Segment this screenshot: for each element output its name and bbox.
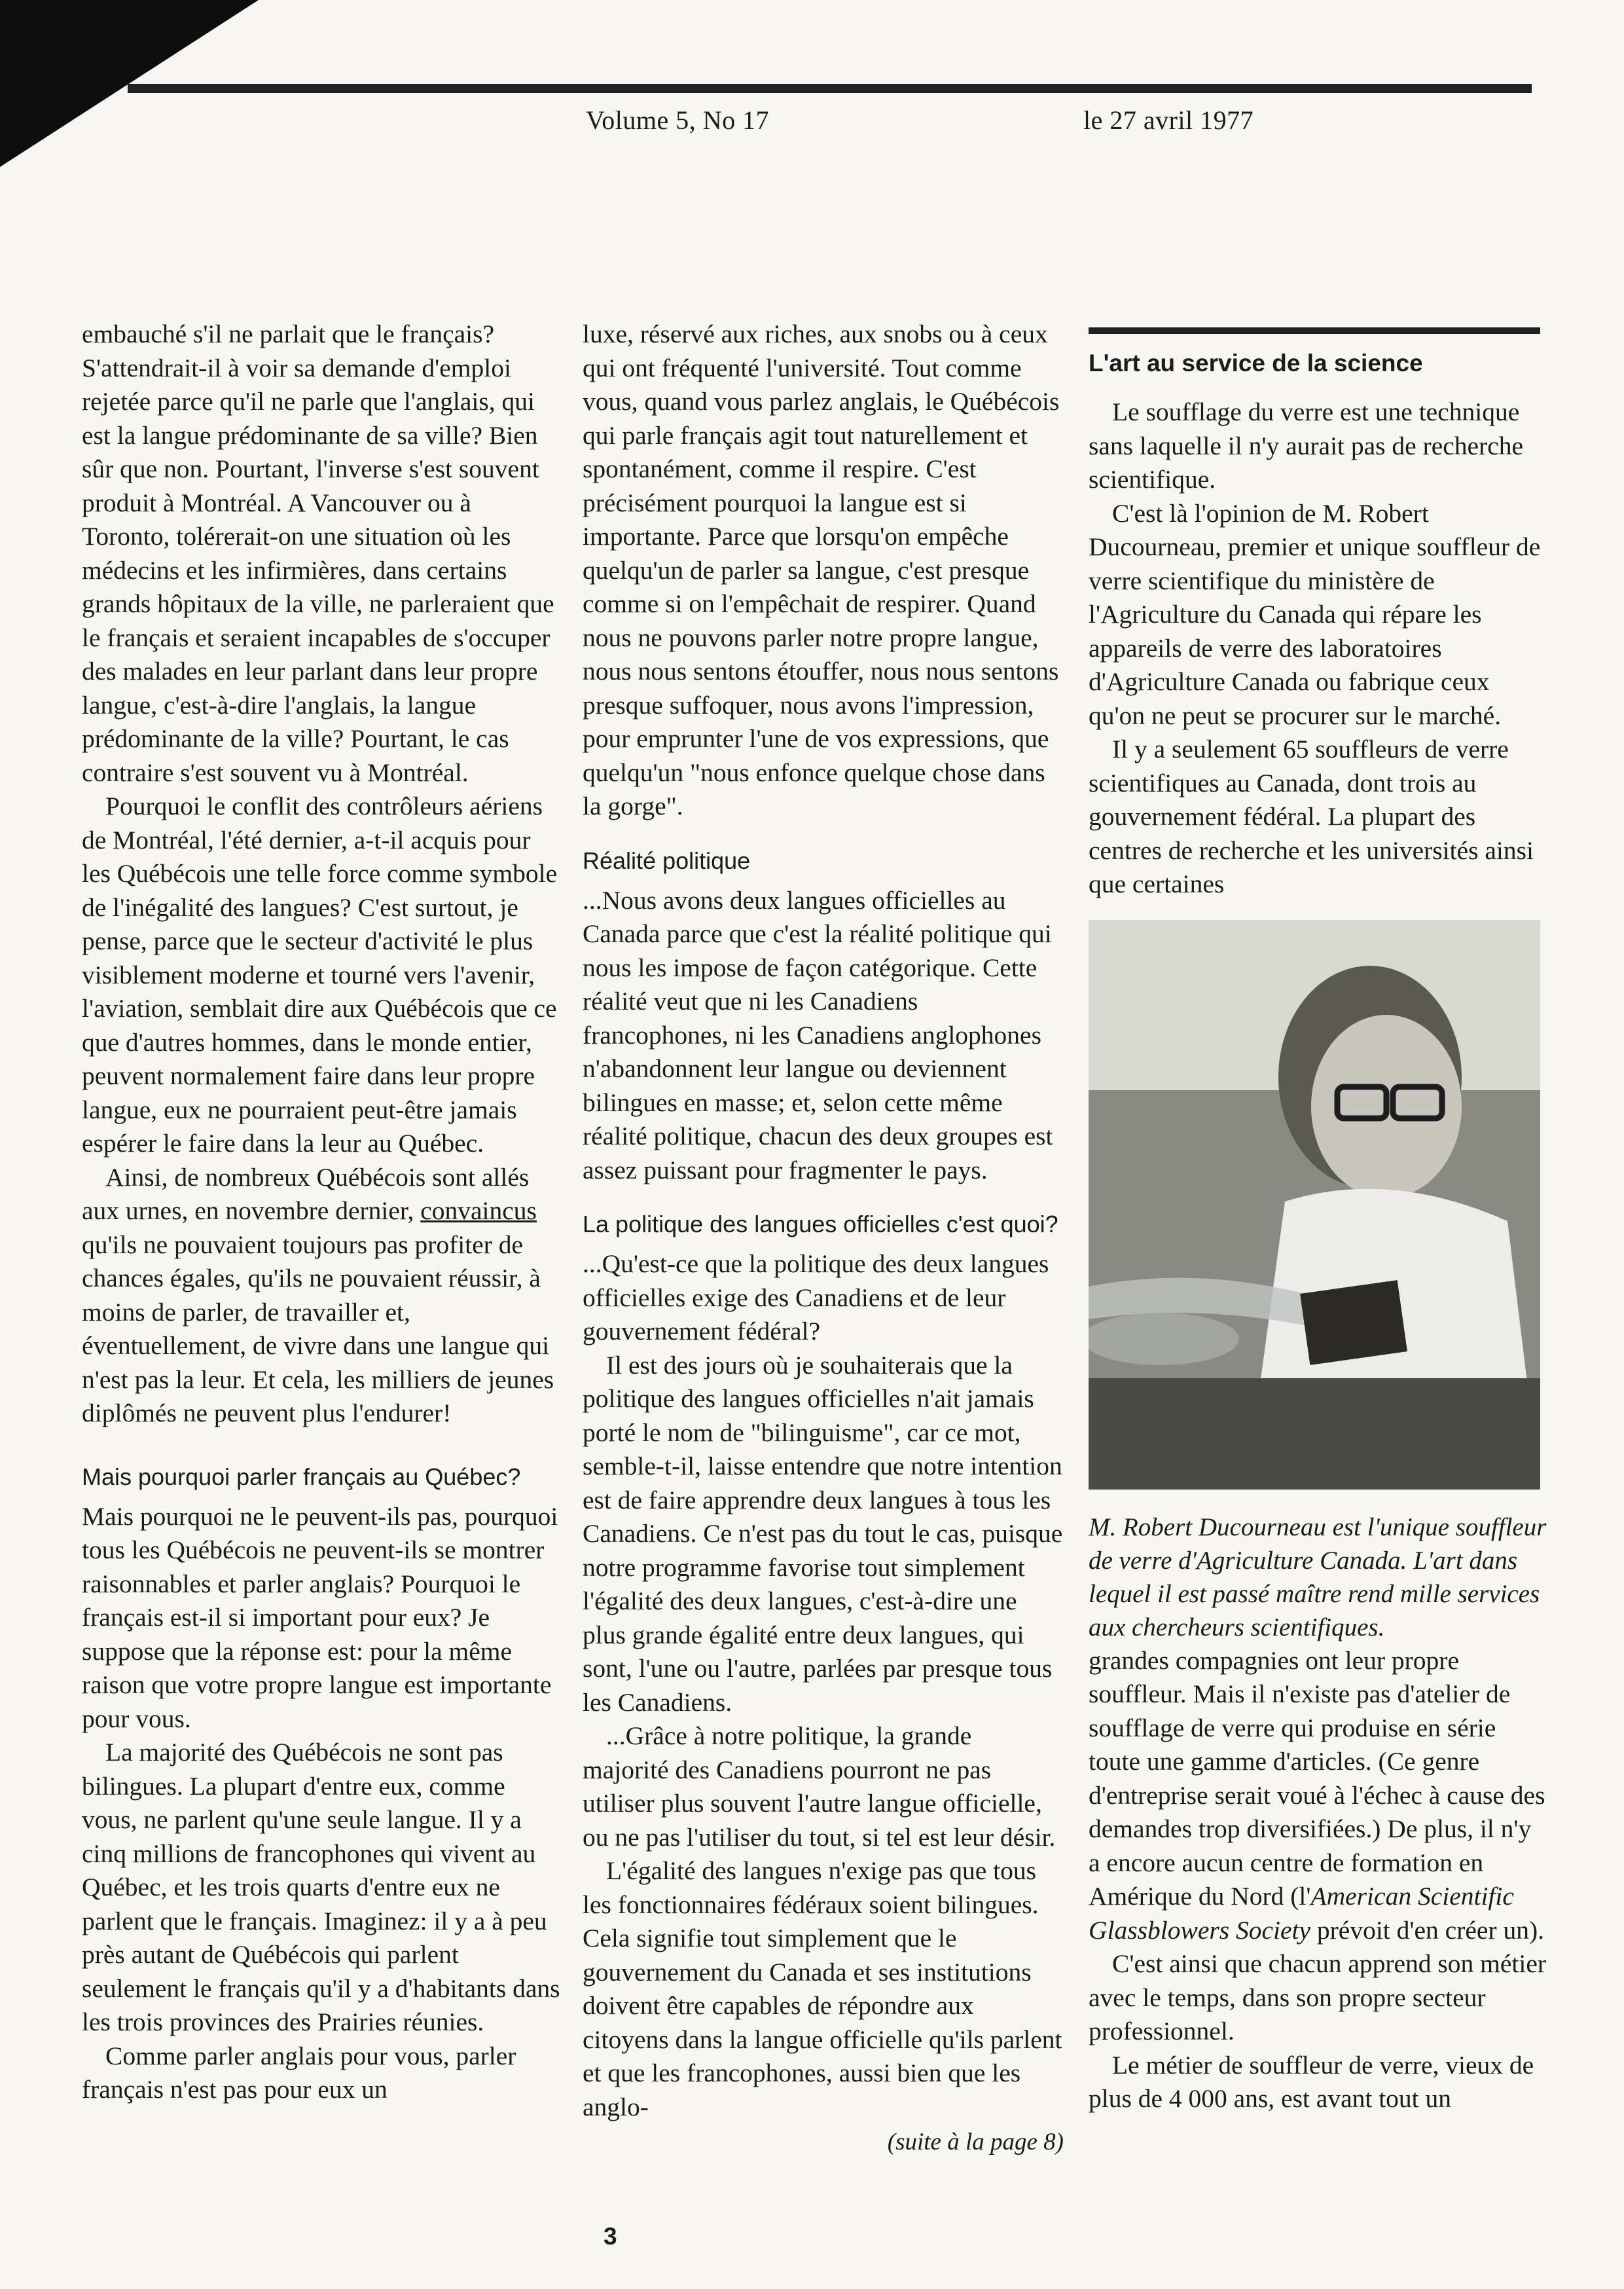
header-rule [128,84,1532,93]
paragraph: ...Nous avons deux langues officielles au Canada parce que c'est la réalité politique qui nous les impose de façon catégorique. Cette réalité veut que ni les Canadiens francophones, ni les Canadiens anglophones n'abandonnent leur langue ou deviennent bilingues en masse; et, selon cette même réalité politique, chacun des deux groupes est assez puissant pour fragmenter le pays. [583,885,1053,1184]
column-3-sidebar-article [1089,327,1547,2116]
paragraph: L'égalité des langues n'exige pas que tous les fonctionnaires fédéraux soient bilingues. Cela signifie tout simplement que le gouvernement du Canada et ses institutions doivent être capables de répondre aux citoyens dans la langue officielle qu'ils parlent et que les francophones, aussi bien que les anglo- [583,1856,1062,2121]
paragraph: Le soufflage du verre est une technique sans laquelle il n'y aurait pas de recherche scientifique. [1089,397,1524,494]
photo-caption: M. Robert Ducourneau est l'unique souffleur de verre d'Agriculture Canada. L'art dans lequel il est passé maître rend mille services aux chercheurs scientifiques. [1089,1512,1547,1641]
page-number: 3 [604,2223,617,2250]
paragraph: Comme parler anglais pour vous, parler français n'est pas pour eux un [82,2041,516,2104]
paragraph: C'est ainsi que chacun apprend son métier avec le temps, dans son propre secteur professionnel. [1089,1949,1547,2045]
volume-number: Volume 5, No 17 [586,105,770,135]
continued-note: (suite à la page 8) [887,2129,1064,2155]
text-run: prévoit d'en créer un). [1310,1915,1544,1945]
paragraph: luxe, réservé aux riches, aux snobs ou à ceux qui ont fréquenté l'université. Tout comme vous, quand vous parlez anglais, le Québécois qui parle français agit tout naturellement et spontanément, comme il respire. C'est précisément pourquoi la langue est si importante. Parce que lorsqu'on empêche quelqu'un de parler sa langue, c'est presque comme si on l'empêchait de respirer. Quand nous ne pouvons parler notre propre langue, nous nous sentons étouffer, nous nous sentons presque suffoquer, nous avons l'impression, pour emprunter l'une de vos expressions, que quelqu'un "nous enfonce quelque chose dans la gorge". [583,320,1060,820]
section-heading: Réalité politique [583,847,751,874]
underlined-word: convaincus [420,1196,537,1225]
text-run: Ainsi, de nombreux Québécois sont allés aux urnes, en novembre dernier, [82,1162,530,1225]
photo-glassblower [1089,920,1540,1490]
paragraph: embauché s'il ne parlait que le français? S'attendrait-il à voir sa demande d'emploi rejetée parce qu'il ne parle que l'anglais, qui est la langue prédominante de sa ville? Bien sûr que non. Pourtant, l'inverse s'est souvent produit à Montréal. A Vancouver ou à Toronto, tolérerait-on une situation où les médecins et les infirmières, dans certains grands hôpitaux de la ville, ne parleraient que le français et seraient incapables de s'occuper des malades en leur parlant dans leur propre langue, c'est-à-dire l'anglais, la langue prédominante de la ville? Pourtant, le cas contraire s'est souvent vu à Montréal. [82,320,554,787]
paragraph: Pourquoi le conflit des contrôleurs aériens de Montréal, l'été dernier, a-t-il acquis pour les Québécois une telle force comme symbole de l'inégalité des langues? C'est surtout, je pense, parce que le secteur d'activité le plus visiblement moderne et tourné vers l'avenir, l'aviation, semblait dire aux Québécois que ce que d'autres hommes, dans le monde entier, peuvent normalement faire dans leur propre langue, eux ne pourraient peut-être jamais espérer le faire dans la leur au Québec. [82,792,558,1158]
paragraph: C'est là l'opinion de M. Robert Ducourneau, premier et unique souffleur de verre scientifique du ministère de l'Agriculture du Canada qui répare les appareils de verre des laboratoires d'Agriculture Canada ou fabrique ceux qu'on ne peut se procurer sur le marché. [1089,498,1541,730]
section-heading: La politique des langues officielles c'est quoi? [583,1211,1058,1237]
paragraph: ...Qu'est-ce que la politique des deux langues officielles exige des Canadiens et de leur gouvernement fédéral? [583,1249,1049,1346]
paragraph: Le métier de souffleur de verre, vieux de plus de 4 000 ans, est avant tout un [1089,2050,1534,2113]
section-heading: Mais pourquoi parler français au Québec? [82,1463,521,1490]
article-rule [1089,327,1540,334]
paragraph: Il y a seulement 65 souffleurs de verre scientifiques au Canada, dont trois au gouvernement fédéral. La plupart des centres de recherche et les universités ainsi que certaines [1089,735,1534,898]
paragraph [82,1161,563,1431]
italic-name: American Scientific Glassblowers Society [1089,1882,1514,1945]
photo-illustration [1089,920,1540,1490]
paragraph: ...Grâce à notre politique, la grande majorité des Canadiens pourront ne pas utiliser plus souvent l'autre langue officielle, ou ne pas l'utiliser du tout, si tel est leur désir. [583,1721,1056,1852]
text-run: qu'ils ne pouvaient toujours pas profiter de chances égales, qu'ils ne pouvaient réussir, à moins de parler, de travailler et, éventuellement, de vivre dans une langue qui n'est pas la leur. Et cela, les milliers de jeunes diplômés ne peuvent plus l'endurer! [82,1230,554,1427]
paragraph: La majorité des Québécois ne sont pas bilingues. La plupart d'entre eux, comme vous, ne parlent qu'une seule langue. Il y a cinq millions de francophones qui vivent au Québec, et les trois quarts d'entre eux ne parlent que le français. Imaginez: il y a à peu près autant de Québécois qui parlent seulement le français qu'il y a d'habitants dans les trois provinces des Prairies réunies. [82,1738,560,2036]
paragraph: Il est des jours où je souhaiterais que la politique des langues officielles n'ait jamais porté le nom de "bilinguisme", car ce mot, semble-t-il, laisse entendre que notre intention est de faire apprendre deux langues à tous les Canadiens. Ce n'est pas du tout le cas, puisque notre programme favorise tout simplement l'égalité des deux langues, c'est-à-dire une plus grande égalité entre deux langues, qui sont, l'une ou l'autre, parlées par presque tous les Canadiens. [583,1350,1063,1717]
column-2 [583,318,1064,2159]
text-run: grandes compagnies ont leur propre souffleur. Mais il n'existe pas d'atelier de soufflage de verre qui produise en série toute une gamme d'articles. (Ce genre d'entreprise serait voué à l'échec à cause des demandes trop diversifiées.) De plus, il n'y a encore aucun centre de formation en Amérique du Nord (l' [1089,1645,1545,1911]
paragraph [1089,1644,1547,1948]
issue-date: le 27 avril 1977 [1083,105,1254,135]
paragraph: Mais pourquoi ne le peuvent-ils pas, pourquoi tous les Québécois ne peuvent-ils se montrer raisonnables et parler anglais? Pourquoi le français est-il si important pour eux? Je suppose que la réponse est: pour la même raison que votre propre langue est importante pour vous. [82,1501,558,1733]
article-title: L'art au service de la science [1089,350,1423,376]
column-1 [82,318,563,2107]
